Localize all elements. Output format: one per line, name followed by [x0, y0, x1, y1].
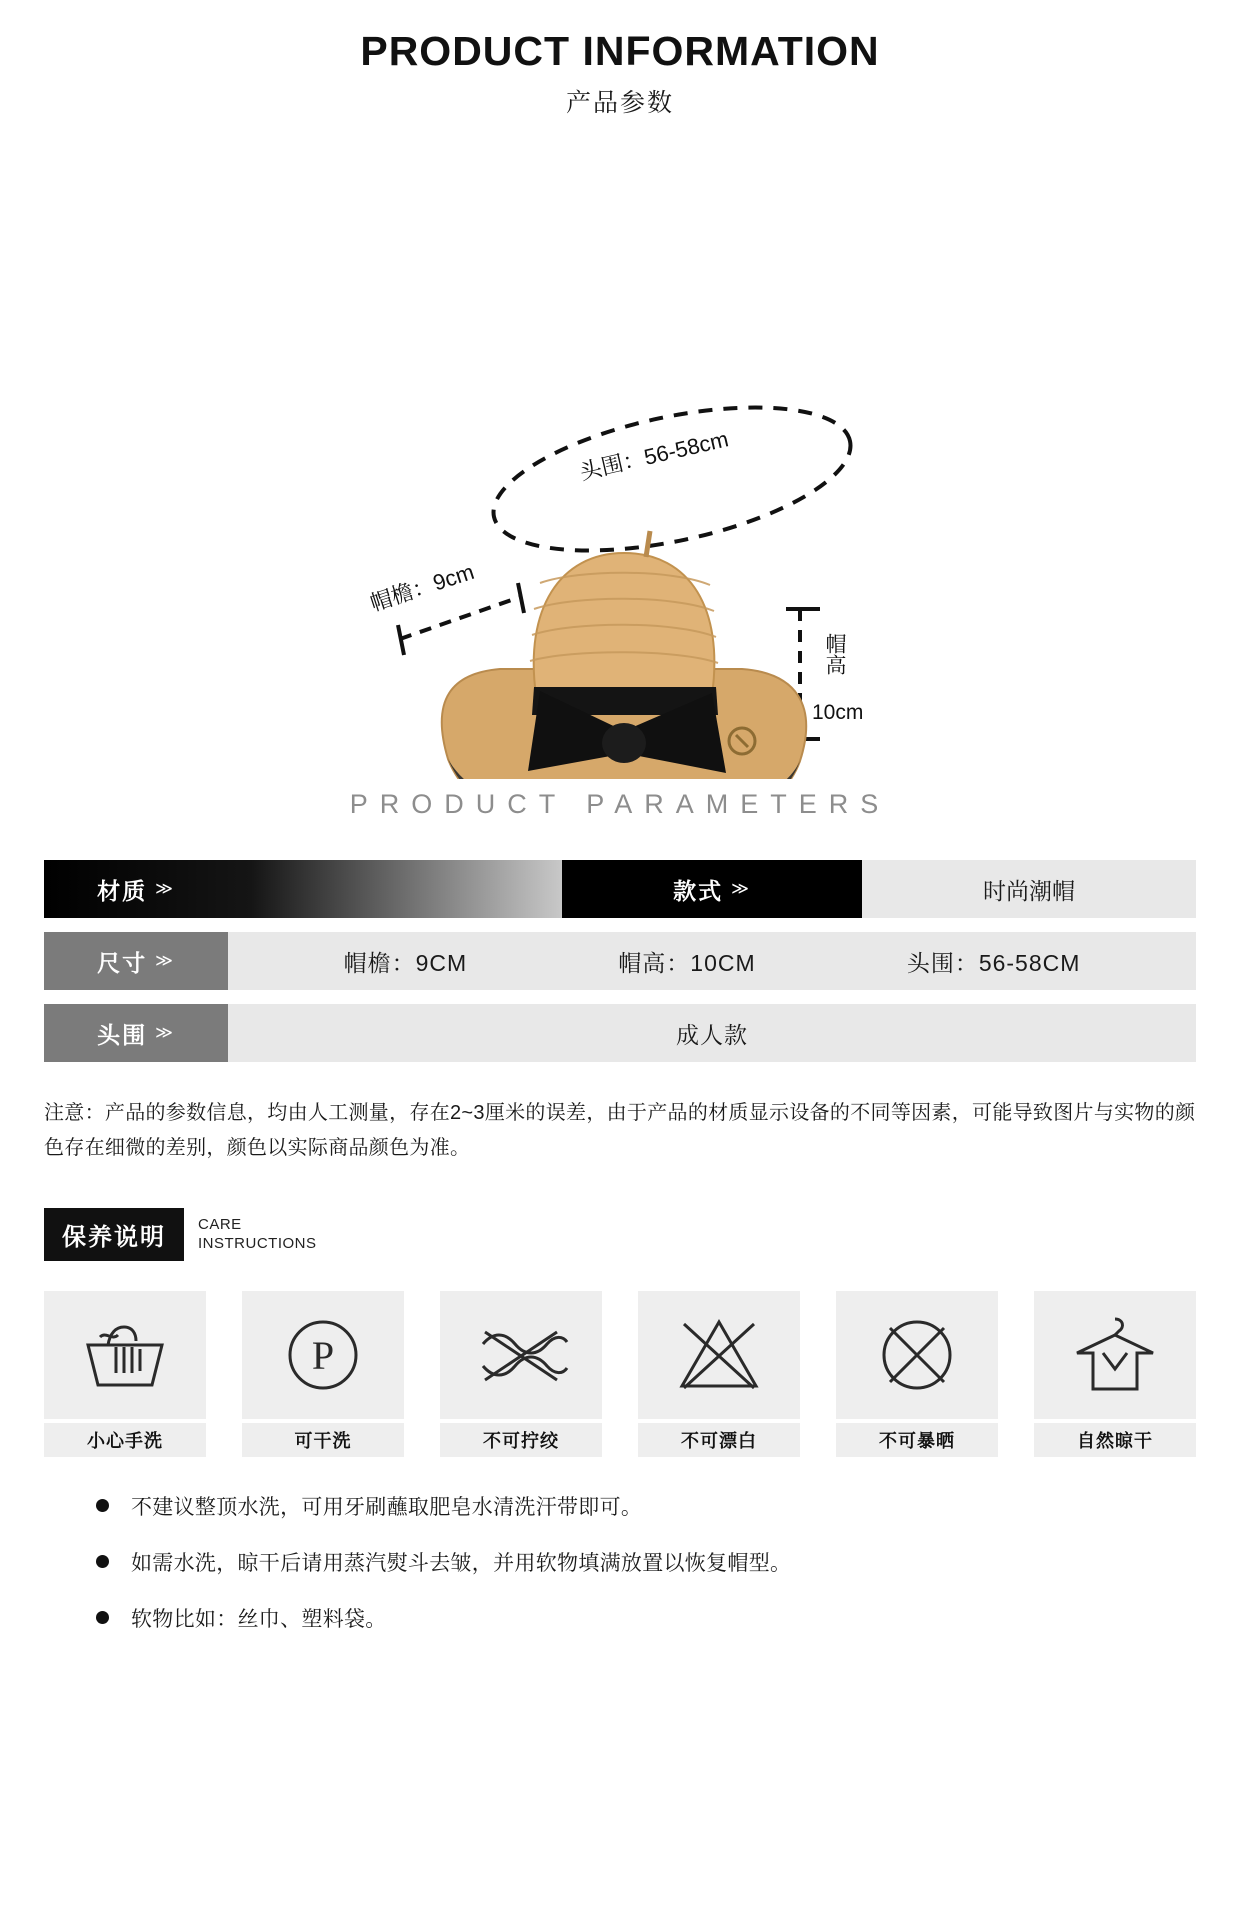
care-icon-label: 可干洗 [242, 1423, 404, 1457]
care-english-line1: CARE [198, 1215, 242, 1233]
care-icon-label: 不可暴晒 [836, 1423, 998, 1457]
size-height-value: 帽高：10CM [618, 949, 756, 976]
care-tip-text: 不建议整顶水洗，可用牙刷蘸取肥皂水清洗汗带即可。 [131, 1496, 643, 1520]
natural-dry-icon [1034, 1291, 1196, 1419]
row-key-size-label: 尺寸 [97, 949, 148, 976]
care-icon-item [242, 1291, 404, 1457]
size-brim-value: 帽檐：9CM [343, 949, 468, 976]
row-key-style [562, 860, 862, 918]
care-instructions-header [44, 1208, 1240, 1261]
care-tips-list [96, 1491, 1240, 1633]
size-circumference-value: 头围：56-58CM [906, 949, 1081, 976]
no-bleach-icon [638, 1291, 800, 1419]
product-measurement-diagram [0, 139, 1240, 779]
row-value-head-circumference: 成人款 [676, 1021, 748, 1048]
row-fade-spacer [228, 860, 562, 918]
table-row [44, 860, 1196, 918]
care-icon-item [44, 1291, 206, 1457]
care-tip-text: 软物比如：丝巾、塑料袋。 [131, 1608, 387, 1632]
crown-height-label: 帽高 [823, 633, 846, 676]
brim-width-label: 帽檐：9cm [367, 559, 478, 617]
care-english-line2: INSTRUCTIONS [198, 1234, 317, 1252]
care-icon-row [44, 1291, 1196, 1457]
row-key-head-circumference-label: 头围 [97, 1021, 148, 1048]
list-item [96, 1603, 1240, 1633]
table-row [44, 932, 1196, 990]
care-tag-label: 保养说明 [44, 1208, 184, 1261]
bullet-dot-icon [96, 1611, 109, 1624]
care-icon-item [836, 1291, 998, 1457]
row-key-head-circumference [44, 1004, 228, 1062]
crown-height-value: 10cm [812, 701, 864, 725]
row-key-size [44, 932, 228, 990]
parameters-section-title: PRODUCT PARAMETERS [349, 789, 891, 820]
care-icon-item [638, 1291, 800, 1457]
bullet-dot-icon [96, 1555, 109, 1568]
care-icon-label: 小心手洗 [44, 1423, 206, 1457]
hand-wash-icon [44, 1291, 206, 1419]
row-value-style: 时尚潮帽 [862, 860, 1196, 918]
care-tip-text: 如需水洗，晾干后请用蒸汽熨斗去皱，并用软物填满放置以恢复帽型。 [131, 1552, 792, 1576]
no-sun-exposure-icon [836, 1291, 998, 1419]
measurement-notice: 注意：产品的参数信息，均由人工测量，存在2~3厘米的误差，由于产品的材质显示设备的不同等因素，可能导致图片与实物的颜色存在细微的差别，颜色以实际商品颜色为准。 [44, 1102, 1196, 1160]
row-key-material-label: 材质 [97, 877, 148, 904]
care-icon-label: 自然晾干 [1034, 1423, 1196, 1457]
care-icon-item [440, 1291, 602, 1457]
page-subtitle: 产品参数 [565, 89, 674, 118]
chevron-right-icon: ≫ [155, 879, 175, 899]
care-icon-label: 不可漂白 [638, 1423, 800, 1457]
parameters-table [44, 860, 1196, 1062]
svg-text:P: P [311, 1333, 335, 1379]
head-circumference-label: 头围：56-58cm [577, 426, 731, 485]
no-wring-icon [440, 1291, 602, 1419]
list-item [96, 1547, 1240, 1577]
list-item [96, 1491, 1240, 1521]
page-title: PRODUCT INFORMATION [360, 28, 880, 74]
care-icon-item [1034, 1291, 1196, 1457]
chevron-right-icon: ≫ [731, 879, 751, 899]
dry-clean-p-icon [242, 1291, 404, 1419]
page-header [0, 0, 1240, 119]
care-english-label [198, 1216, 317, 1254]
chevron-right-icon: ≫ [155, 1023, 175, 1043]
table-row [44, 1004, 1196, 1062]
row-key-style-label: 款式 [673, 877, 724, 904]
row-key-material [44, 860, 228, 918]
care-icon-label: 不可拧绞 [440, 1423, 602, 1457]
bullet-dot-icon [96, 1499, 109, 1512]
chevron-right-icon: ≫ [155, 951, 175, 971]
row-value-size [228, 932, 1196, 990]
